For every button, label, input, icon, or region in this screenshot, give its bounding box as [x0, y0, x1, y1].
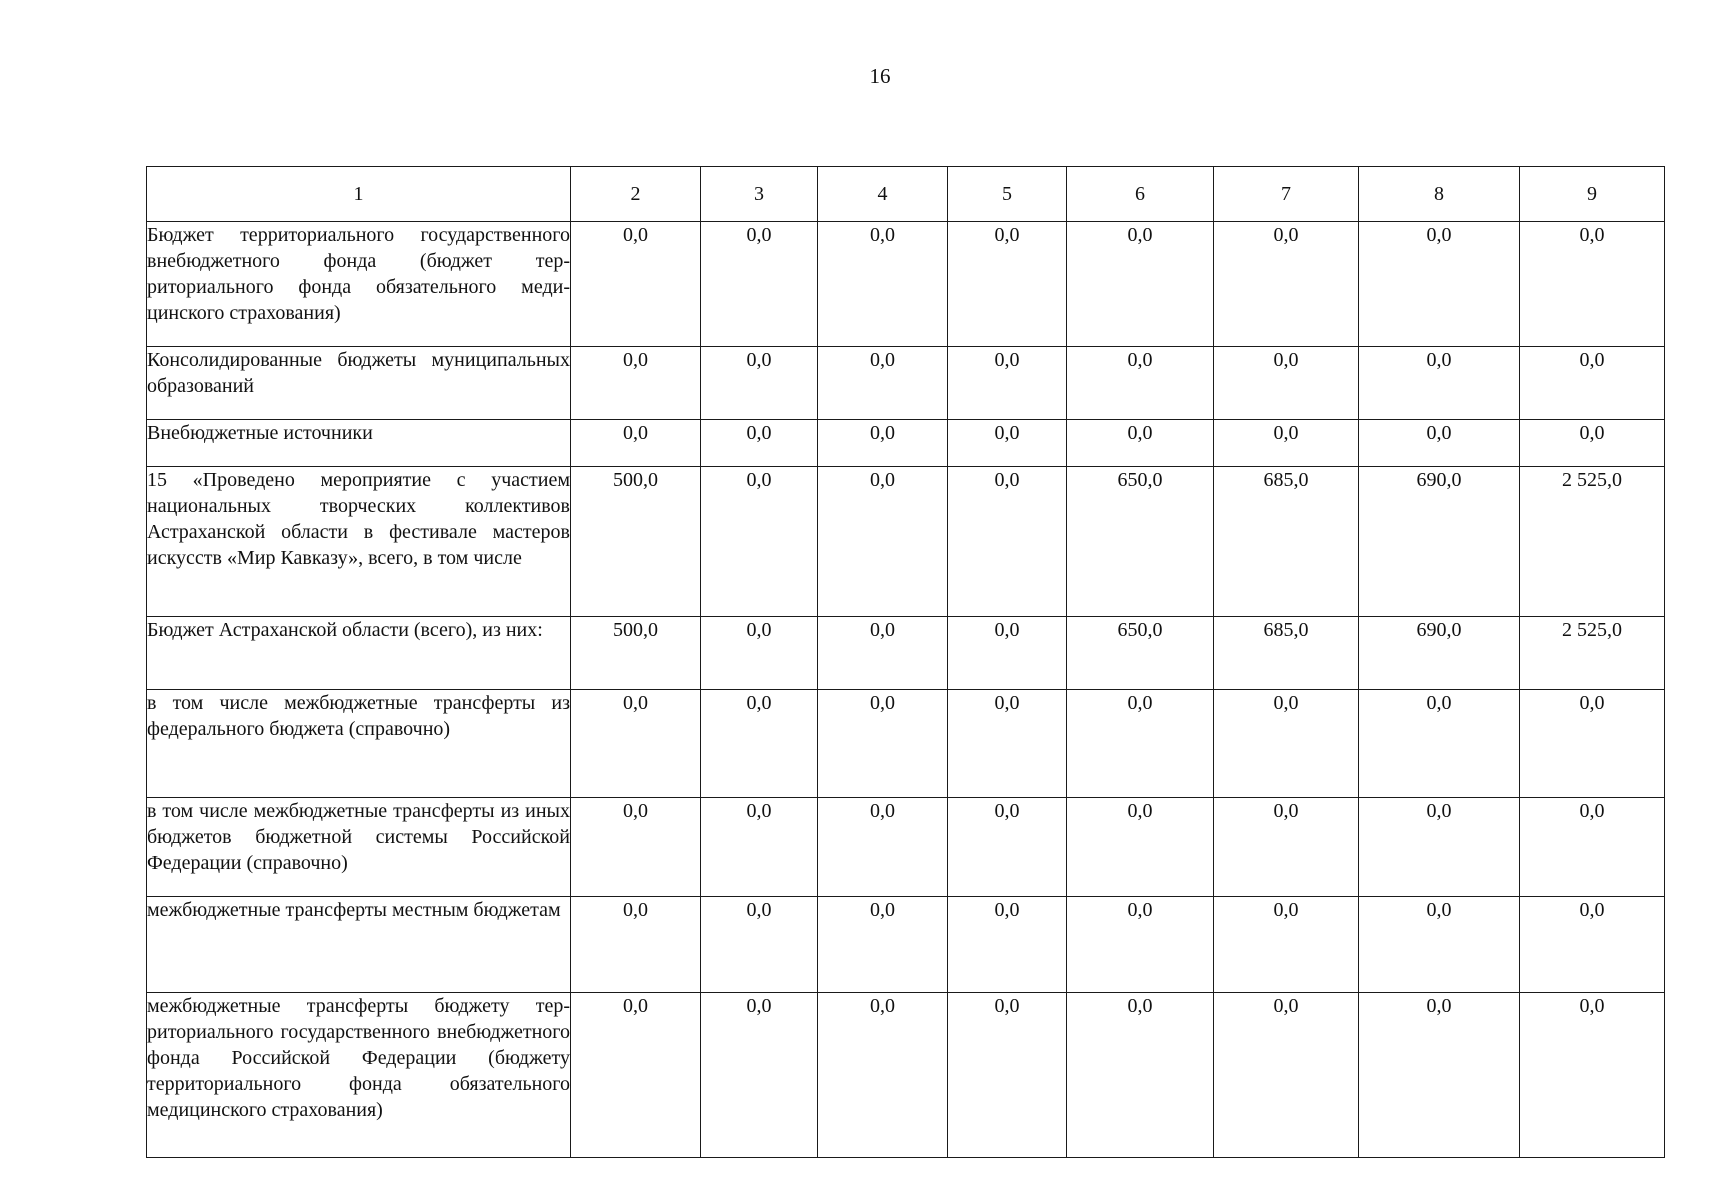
table-row [147, 798, 1665, 897]
table-cell: 0,0 [948, 690, 1067, 798]
row-label: Консолидированные бюджеты муниципальных образований [147, 347, 571, 420]
table-cell: 0,0 [701, 690, 818, 798]
row-label: межбюджетные трансферты бюджету территориального государственного внебюджетного фонда Российской Федерации (бюджету территориального фонда обязательного медицинского страхования) [147, 993, 571, 1158]
column-header: 5 [948, 167, 1067, 222]
table-cell: 0,0 [1520, 222, 1665, 347]
row-label: Внебюджетные источники [147, 420, 571, 467]
table-cell: 685,0 [1214, 467, 1359, 617]
table-cell: 0,0 [1520, 420, 1665, 467]
column-header: 8 [1359, 167, 1520, 222]
table-cell: 0,0 [818, 347, 948, 420]
table-row [147, 347, 1665, 420]
table-cell: 0,0 [571, 897, 701, 993]
page-number: 16 [869, 64, 891, 88]
table-row [147, 617, 1665, 690]
table-cell: 650,0 [1067, 617, 1214, 690]
column-header: 3 [701, 167, 818, 222]
table-cell: 0,0 [701, 798, 818, 897]
table-cell: 0,0 [948, 993, 1067, 1158]
table-cell: 0,0 [1214, 897, 1359, 993]
table-cell: 0,0 [571, 222, 701, 347]
table-cell: 0,0 [1520, 993, 1665, 1158]
table-cell: 0,0 [1520, 347, 1665, 420]
table-cell: 0,0 [571, 347, 701, 420]
table-cell: 0,0 [1067, 222, 1214, 347]
table-cell: 0,0 [1520, 897, 1665, 993]
table-row [147, 420, 1665, 467]
table-cell: 0,0 [1359, 690, 1520, 798]
table-cell: 0,0 [1359, 798, 1520, 897]
table-cell: 0,0 [1067, 690, 1214, 798]
table-cell: 0,0 [701, 617, 818, 690]
column-header: 2 [571, 167, 701, 222]
table-cell: 0,0 [1520, 690, 1665, 798]
table-cell: 0,0 [701, 467, 818, 617]
table-cell: 0,0 [1214, 798, 1359, 897]
table-cell: 0,0 [818, 690, 948, 798]
table-cell: 0,0 [1214, 347, 1359, 420]
table-cell: 690,0 [1359, 617, 1520, 690]
column-header: 6 [1067, 167, 1214, 222]
table-cell: 0,0 [1067, 798, 1214, 897]
row-label: в том числе межбюджетные трансферты из федерального бюджета (справочно) [147, 690, 571, 798]
table-cell: 0,0 [818, 467, 948, 617]
table-cell: 0,0 [818, 897, 948, 993]
table-cell: 0,0 [571, 798, 701, 897]
table-cell: 0,0 [948, 617, 1067, 690]
table-cell: 0,0 [571, 420, 701, 467]
table-cell: 0,0 [571, 993, 701, 1158]
table-row [147, 897, 1665, 993]
table-cell: 0,0 [1214, 420, 1359, 467]
table-cell: 0,0 [1520, 798, 1665, 897]
column-header: 1 [147, 167, 571, 222]
table-cell: 0,0 [948, 798, 1067, 897]
table-cell: 500,0 [571, 467, 701, 617]
table-cell: 0,0 [818, 222, 948, 347]
table-cell: 0,0 [1359, 993, 1520, 1158]
table-cell: 0,0 [818, 993, 948, 1158]
table-cell: 0,0 [1067, 420, 1214, 467]
table-cell: 0,0 [1067, 347, 1214, 420]
table-cell: 650,0 [1067, 467, 1214, 617]
row-label: Бюджет территориального государственного внебюджетного фонда (бюджет территориального фонда обязательного медицинского страхования) [147, 222, 571, 347]
budget-table [146, 166, 1665, 1158]
row-label: в том числе межбюджетные трансферты из иных бюджетов бюджетной системы Российской Федерации (справочно) [147, 798, 571, 897]
table-cell: 0,0 [1214, 222, 1359, 347]
table-cell: 0,0 [948, 467, 1067, 617]
table-cell: 0,0 [701, 897, 818, 993]
table-cell: 0,0 [701, 222, 818, 347]
table-cell: 0,0 [948, 222, 1067, 347]
table-row [147, 467, 1665, 617]
table-cell: 0,0 [1359, 222, 1520, 347]
table-cell: 0,0 [1067, 993, 1214, 1158]
table-cell: 0,0 [701, 347, 818, 420]
table-cell: 0,0 [818, 617, 948, 690]
table-cell: 0,0 [1359, 420, 1520, 467]
table-cell: 0,0 [701, 420, 818, 467]
table-cell: 500,0 [571, 617, 701, 690]
table-cell: 0,0 [1214, 993, 1359, 1158]
row-label: 15 «Проведено мероприятие с участием национальных творческих коллективов Астраханской области в фестивале мастеров искусств «Мир Кавказу», всего, в том числе [147, 467, 571, 617]
table-cell: 2 525,0 [1520, 617, 1665, 690]
column-header: 7 [1214, 167, 1359, 222]
table-row [147, 222, 1665, 347]
table-cell: 0,0 [818, 420, 948, 467]
table-cell: 685,0 [1214, 617, 1359, 690]
table-cell: 0,0 [1214, 690, 1359, 798]
table-cell: 690,0 [1359, 467, 1520, 617]
table-cell: 0,0 [571, 690, 701, 798]
table-cell: 0,0 [701, 993, 818, 1158]
column-header: 4 [818, 167, 948, 222]
table-cell: 0,0 [1067, 897, 1214, 993]
table-row [147, 993, 1665, 1158]
table-cell: 0,0 [818, 798, 948, 897]
row-label: Бюджет Астраханской области (всего), из них: [147, 617, 571, 690]
table-cell: 0,0 [1359, 347, 1520, 420]
table-cell: 0,0 [948, 347, 1067, 420]
table-header-row [147, 167, 1665, 222]
table-cell: 0,0 [1359, 897, 1520, 993]
row-label: межбюджетные трансферты местным бюджетам [147, 897, 571, 993]
table-cell: 0,0 [948, 420, 1067, 467]
column-header: 9 [1520, 167, 1665, 222]
table-cell: 2 525,0 [1520, 467, 1665, 617]
table-cell: 0,0 [948, 897, 1067, 993]
table-row [147, 690, 1665, 798]
